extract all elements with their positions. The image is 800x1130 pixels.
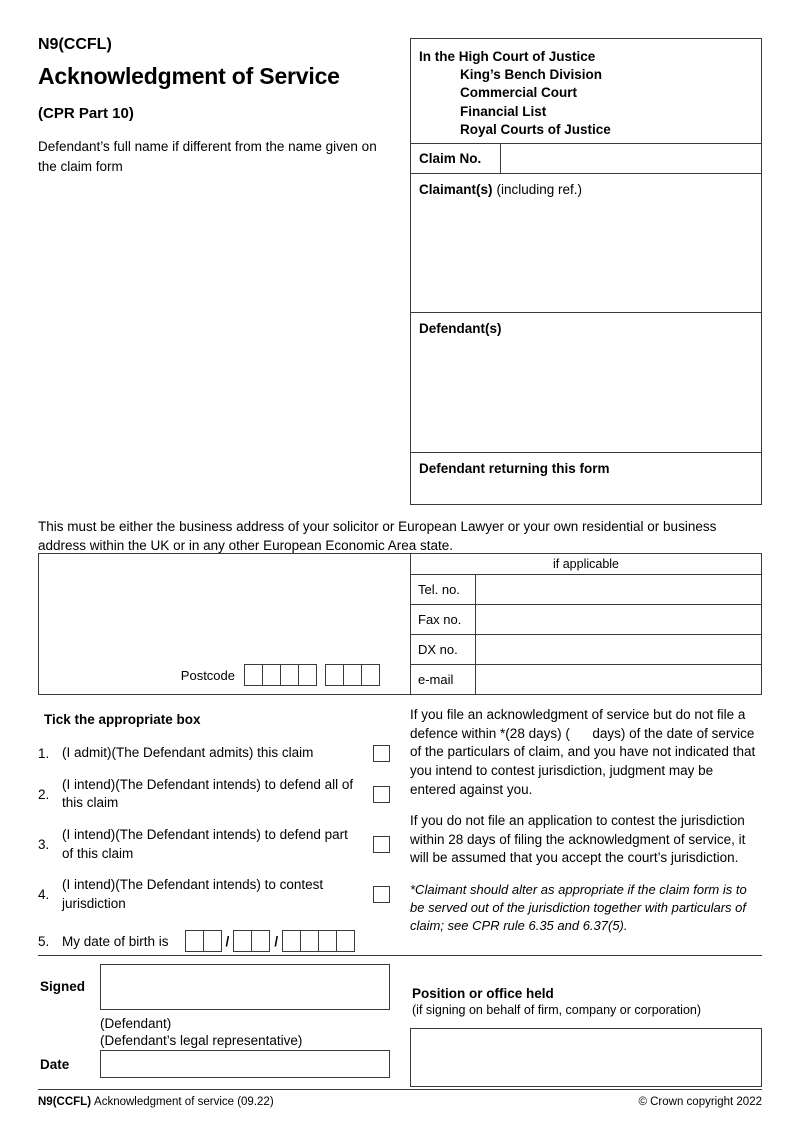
checkbox-contest-jurisdiction[interactable] — [373, 886, 390, 903]
footer-form-id — [38, 1096, 274, 1108]
postcode-row — [181, 664, 380, 686]
dob-year-cell[interactable] — [318, 930, 337, 952]
item-label: (I intend)(The Defendant intends) to contest jurisdiction — [62, 877, 324, 911]
if-applicable-label: if applicable — [411, 554, 761, 575]
dob-year-cell[interactable] — [282, 930, 301, 952]
claimants-note: (including ref.) — [496, 182, 583, 197]
dob-year-cells — [282, 930, 355, 952]
tick-item-defend-part — [38, 826, 390, 863]
notice-jurisdiction: If you do not file an application to contest the jurisdiction within 28 days of filing the acknowledgment of service, it will be assumed that you accept the court’s jurisdiction. — [410, 813, 746, 866]
dob-year-cell[interactable] — [300, 930, 319, 952]
court-name-line: In the High Court of Justice — [419, 49, 596, 64]
postcode-cell[interactable] — [244, 664, 263, 686]
postcode-cell[interactable] — [298, 664, 317, 686]
item-number: 4. — [38, 887, 50, 903]
copyright-notice: © Crown copyright 2022 — [638, 1096, 762, 1108]
claimants-section — [411, 174, 761, 312]
footer-form-text: Acknowledgment of service (09.22) — [94, 1096, 274, 1108]
page-footer — [38, 1089, 762, 1108]
date-label: Date — [40, 1057, 70, 1072]
defendant-returning-label: Defendant returning this form — [419, 461, 610, 476]
signed-field[interactable] — [100, 964, 390, 1010]
email-label: e-mail — [411, 665, 476, 694]
tick-section — [38, 706, 390, 952]
form-code: N9(CCFL) — [38, 36, 112, 53]
table-row — [411, 635, 761, 665]
table-row — [411, 605, 761, 635]
postcode-cell[interactable] — [280, 664, 299, 686]
claim-no-label: Claim No. — [411, 144, 501, 173]
dx-no-label: DX no. — [411, 635, 476, 664]
contact-table — [411, 554, 761, 694]
court-details-box — [410, 38, 762, 505]
claimant-footnote: *Claimant should alter as appropriate if the claim form is to be served out of the jurisdiction together with particulars of claim; see CPR rule 6.35 and 6.37(5). — [410, 882, 747, 933]
postcode-inward-cells — [325, 664, 380, 686]
item-label: (I intend)(The Defendant intends) to defend part of this claim — [62, 826, 348, 861]
form-subtitle: (CPR Part 10) — [38, 105, 134, 122]
signed-note-legal-rep: (Defendant’s legal representative) — [100, 1033, 303, 1048]
dob-day-cell[interactable] — [185, 930, 204, 952]
court-court-line: Commercial Court — [460, 85, 578, 101]
form-header — [38, 36, 394, 176]
position-note: (if signing on behalf of firm, company or corporation) — [412, 1003, 702, 1017]
defendants-field[interactable] — [419, 336, 753, 444]
item-number: 1. — [38, 745, 50, 761]
signature-section — [38, 955, 762, 1089]
position-field[interactable] — [410, 1028, 762, 1087]
item-number: 2. — [38, 786, 50, 802]
table-row — [411, 665, 761, 694]
court-division-line: King’s Bench Division — [460, 67, 603, 83]
checkbox-admit-claim[interactable] — [373, 745, 390, 762]
checkbox-defend-part[interactable] — [373, 836, 390, 853]
postcode-outward-cells — [244, 664, 317, 686]
postcode-cell[interactable] — [325, 664, 344, 686]
item-number: 3. — [38, 837, 50, 852]
signed-label: Signed — [40, 979, 86, 994]
notice-judgment: If you file an acknowledgment of service but do not file a defence within *(28 days) ( days) of the date of service of the particulars of claim, and you have not indicated that you intend to contest jurisdiction, judgment may be entered against you. — [410, 707, 756, 797]
footer-form-code: N9(CCFL) — [38, 1096, 92, 1108]
email-field[interactable] — [476, 665, 761, 694]
court-building-line: Royal Courts of Justice — [460, 121, 611, 137]
claimants-field[interactable] — [419, 197, 753, 304]
date-field[interactable] — [100, 1050, 390, 1078]
defendant-name-instruction: Defendant’s full name if different from the name given on the claim form — [38, 139, 377, 174]
dob-year-cell[interactable] — [336, 930, 355, 952]
dx-no-field[interactable] — [476, 635, 761, 664]
defendant-returning-field[interactable] — [419, 476, 753, 496]
form-title: Acknowledgment of Service — [38, 63, 340, 89]
dob-separator: / — [225, 933, 230, 949]
defendants-label: Defendant(s) — [419, 321, 502, 336]
claimants-heading — [419, 182, 753, 197]
tel-no-field[interactable] — [476, 575, 761, 604]
postcode-cell[interactable] — [262, 664, 281, 686]
table-row — [411, 575, 761, 605]
tick-item-admit — [38, 744, 390, 763]
defendants-section — [411, 312, 761, 452]
date-of-birth-row — [38, 930, 390, 952]
court-list-line: Financial List — [460, 103, 547, 119]
dob-day-cells — [185, 930, 222, 952]
dob-month-cells — [233, 930, 270, 952]
item-number: 5. — [38, 933, 50, 949]
notices-column — [410, 706, 762, 935]
claim-no-field[interactable] — [501, 144, 761, 173]
dob-month-cell[interactable] — [251, 930, 270, 952]
dob-separator: / — [274, 933, 279, 949]
court-name-block — [411, 39, 761, 143]
postcode-label: Postcode — [180, 667, 235, 683]
postcode-cell[interactable] — [361, 664, 380, 686]
fax-no-field[interactable] — [476, 605, 761, 634]
address-field[interactable] — [39, 554, 411, 694]
claimants-label: Claimant(s) — [419, 182, 493, 197]
tick-heading: Tick the appropriate box — [44, 712, 201, 727]
position-label: Position or office held — [412, 986, 554, 1001]
dob-day-cell[interactable] — [203, 930, 222, 952]
checkbox-defend-all[interactable] — [373, 786, 390, 803]
claim-no-row — [411, 143, 761, 174]
address-section — [38, 553, 762, 695]
signed-note-defendant: (Defendant) — [100, 1016, 172, 1031]
item-label: (I admit)(The Defendant admits) this claim — [62, 745, 314, 760]
item-label: My date of birth is — [62, 933, 169, 949]
item-label: (I intend)(The Defendant intends) to defend all of this claim — [62, 776, 354, 811]
defendant-returning-section — [411, 452, 761, 504]
postcode-cell[interactable] — [343, 664, 362, 686]
address-instruction: This must be either the business address of your solicitor or European Lawyer or your own residential or business address within the UK or in any other European Economic Area state. — [38, 519, 717, 553]
fax-no-label: Fax no. — [411, 605, 476, 634]
tick-item-contest-jurisdiction — [38, 876, 390, 913]
dob-month-cell[interactable] — [233, 930, 252, 952]
tel-no-label: Tel. no. — [411, 575, 476, 604]
tick-item-defend-all — [38, 776, 390, 813]
